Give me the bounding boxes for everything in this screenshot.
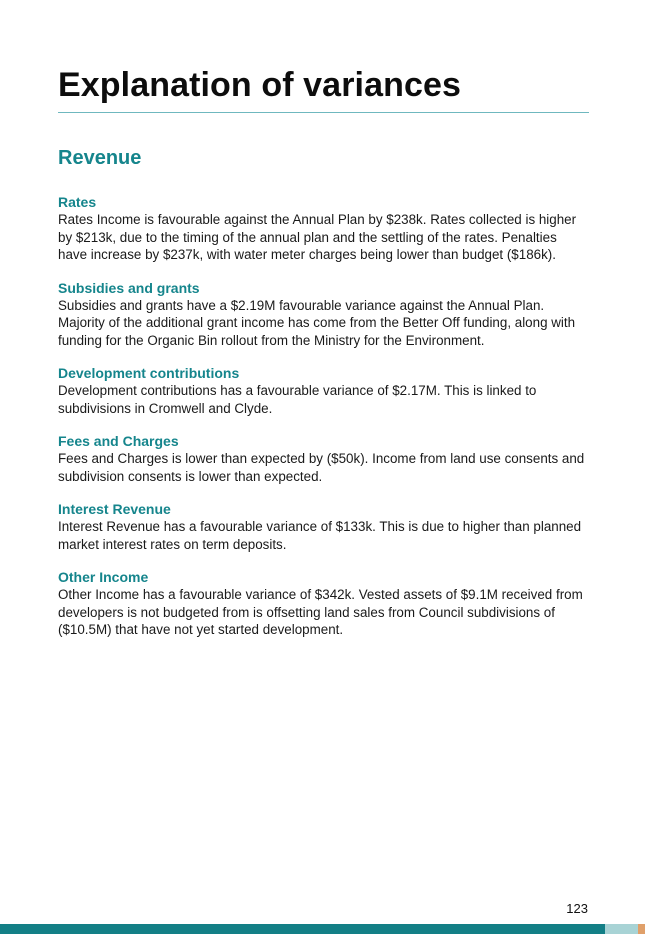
- item-body: Fees and Charges is lower than expected by ($50k). Income from land use consents and subdivision consents is lower than expected.: [58, 451, 585, 484]
- footer-bar-main-segment: [0, 924, 605, 934]
- item-heading: Interest Revenue: [58, 501, 171, 517]
- footer-bar-accent-segment: [638, 924, 645, 934]
- item-heading: Other Income: [58, 569, 149, 585]
- variance-item-interest-revenue: [58, 501, 588, 553]
- variance-item-fees-charges: [58, 433, 588, 485]
- item-body: Subsidies and grants have a $2.19M favourable variance against the Annual Plan. Majority of the additional grant income has come from the Better Off funding, along with funding for the Organic Bin rollout from the Ministry for the Environment.: [58, 297, 576, 348]
- item-body: Development contributions has a favourable variance of $2.17M. This is linked to subdivisions in Cromwell and Clyde.: [58, 383, 537, 416]
- item-heading: Development contributions: [58, 365, 240, 381]
- item-heading: Fees and Charges: [58, 433, 179, 449]
- item-heading: Subsidies and grants: [58, 279, 200, 296]
- section-heading-revenue: Revenue: [58, 147, 142, 169]
- variance-item-rates: [58, 194, 588, 264]
- item-body: Rates Income is favourable against the Annual Plan by $238k. Rates collected is higher by $213k, due to the timing of the annual plan and the settling of the rates. Penalties have increase by $237k, with water meter charges being lower than budget ($186k).: [58, 212, 577, 262]
- item-heading: Rates: [58, 194, 97, 210]
- title-divider: [58, 112, 589, 113]
- footer-bar-light-segment: [605, 924, 638, 934]
- footer-bar: [0, 924, 645, 934]
- page-number: 123: [566, 901, 588, 916]
- variance-item-subsidies-grants: [58, 280, 588, 350]
- variance-list: [58, 194, 588, 639]
- variance-item-development-contributions: [58, 365, 588, 417]
- variance-item-other-income: [58, 569, 588, 639]
- item-body: Interest Revenue has a favourable variance of $133k. This is due to higher than planned market interest rates on term deposits.: [58, 519, 582, 552]
- item-body: Other Income has a favourable variance of $342k. Vested assets of $9.1M received from developers is not budgeted from is offsetting land sales from Council subdivisions of ($10.5M) that have not yet started development.: [58, 587, 583, 637]
- page-title: Explanation of variances: [58, 66, 461, 104]
